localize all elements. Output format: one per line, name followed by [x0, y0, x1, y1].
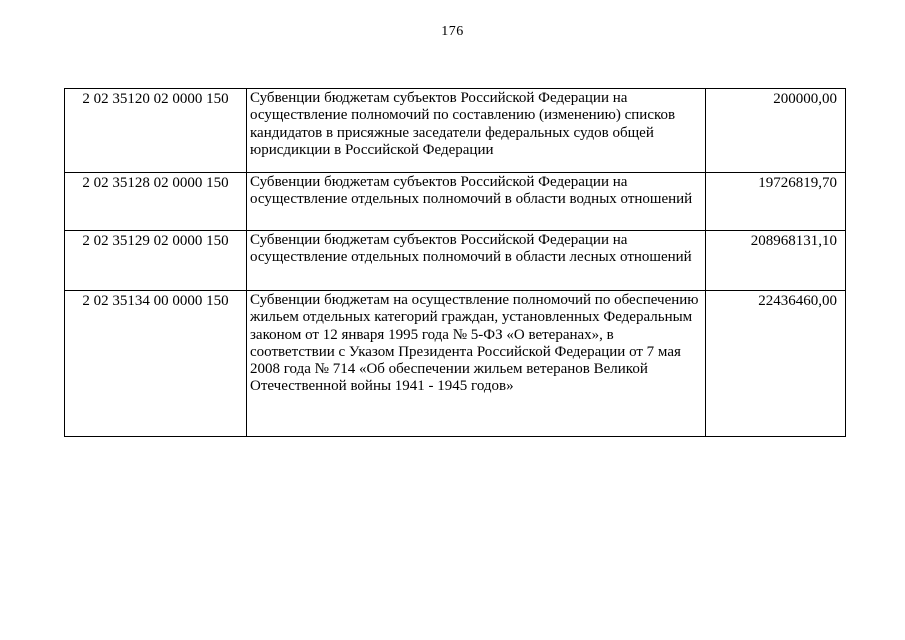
- page-number: 176: [441, 24, 464, 39]
- budget-code-cell: 2 02 35129 02 0000 150: [65, 231, 247, 291]
- table-row: [65, 231, 846, 291]
- description-cell: Субвенции бюджетам субъектов Российской Федерации на осуществление полномочий по составлению (изменению) списков кандидатов в присяжные заседатели федеральных судов общей юрисдикции в Российской Федерации: [247, 89, 706, 173]
- description-cell: Субвенции бюджетам на осуществление полномочий по обеспечению жильем отдельных категорий граждан, установленных Федеральным законом от 12 января 1995 года № 5-ФЗ «О ветеранах», в соответствии с Указом Президента Российской Федерации от 7 мая 2008 года № 714 «Об обеспечении жильем ветеранов Великой Отечественной войны 1941 - 1945 годов»: [247, 291, 706, 437]
- budget-table-body: [65, 89, 846, 437]
- amount-cell: 22436460,00: [706, 291, 846, 437]
- amount-cell: 200000,00: [706, 89, 846, 173]
- budget-revenue-table: [64, 88, 846, 437]
- table-row: [65, 173, 846, 231]
- table-row: [65, 291, 846, 437]
- description-cell: Субвенции бюджетам субъектов Российской Федерации на осуществление отдельных полномочий в области водных отношений: [247, 173, 706, 231]
- table-row: [65, 89, 846, 173]
- budget-code-cell: 2 02 35120 02 0000 150: [65, 89, 247, 173]
- amount-cell: 208968131,10: [706, 231, 846, 291]
- budget-code-cell: 2 02 35134 00 0000 150: [65, 291, 247, 437]
- description-cell: Субвенции бюджетам субъектов Российской Федерации на осуществление отдельных полномочий в области лесных отношений: [247, 231, 706, 291]
- amount-cell: 19726819,70: [706, 173, 846, 231]
- budget-code-cell: 2 02 35128 02 0000 150: [65, 173, 247, 231]
